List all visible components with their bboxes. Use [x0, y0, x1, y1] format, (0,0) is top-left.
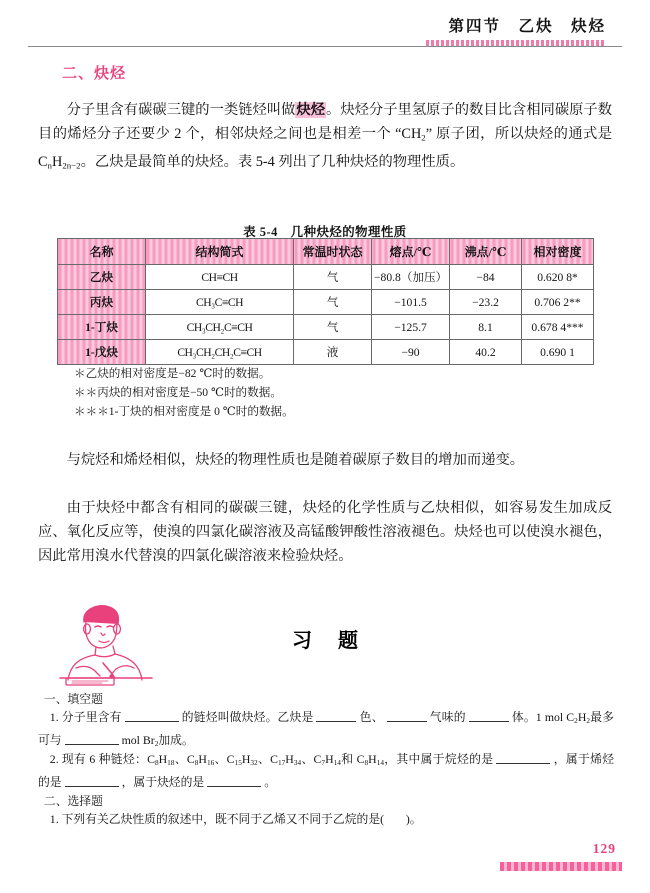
q2-part-a: 2. 现有 6 种链烃：C: [49, 752, 155, 766]
para1-part-d: H: [51, 153, 63, 170]
q2-part-k: 和 C: [340, 752, 365, 766]
running-head-title: 第四节 乙炔 炔烃: [448, 18, 606, 35]
para1-sub-2: 2: [421, 132, 426, 143]
q2-part-h: H: [285, 752, 294, 766]
table-header-row: [58, 239, 594, 265]
table-row: [58, 290, 594, 315]
q2-part-e: 、C: [214, 752, 235, 766]
q1-part-d: 气味的: [429, 710, 466, 724]
q3-part-b: )。: [405, 812, 422, 826]
q1-part-h: mol Br: [121, 732, 155, 747]
cell-state: 液: [294, 340, 372, 365]
q2-part-f: H: [241, 752, 251, 766]
q2-sub: 7: [321, 758, 326, 768]
highlighted-term-alkyne: 炔烃: [296, 102, 326, 118]
section-heading: 二、炔烃: [62, 66, 127, 82]
footnote-3: ＊＊＊1-丁炔的相对密度是 0 ℃时的数据。: [74, 405, 294, 418]
q2-sub: 18: [167, 758, 175, 768]
cell-melting-point: −125.7: [372, 315, 450, 340]
page-footer-bar: [500, 862, 622, 871]
q2-part-b: H: [158, 752, 168, 766]
paragraph-physical-trend: 与烷烃和烯烃相似，炔烃的物理性质也是随着碳原子数目的增加而递变。: [66, 452, 525, 468]
q2-part-c: 、C: [174, 752, 195, 766]
answer-blank[interactable]: [125, 709, 179, 722]
exercises-title: 习题: [292, 630, 384, 652]
exercise-section-multiple-choice: 二、选择题: [43, 794, 103, 808]
q2-part-i: 、C: [301, 752, 322, 766]
q2-part-g: 、C: [257, 752, 278, 766]
paragraph-chemical-properties: 由于炔烃中都含有相同的碳碳三键，炔烃的化学性质与乙炔相似，如容易发生加成反应、氧化反应等，使溴的四氯化碳溶液及高锰酸钾酸性溶液褪色。炔烃也可以使溴水褪色，因此常用溴水代替溴的四氯化碳溶液来检验炔烃。: [38, 500, 612, 565]
q2-sub: 8: [364, 758, 369, 768]
table-row: [58, 265, 594, 290]
q1-sub-c2: 2: [574, 716, 578, 726]
para1-sub-n: n: [47, 160, 52, 171]
table-footnotes: [74, 364, 294, 421]
q1-part-e: 体。1 mol C: [511, 710, 575, 724]
answer-blank[interactable]: [207, 774, 261, 787]
q2-sub: 17: [277, 758, 286, 768]
col-header-density: 相对密度: [522, 239, 594, 265]
q2-sub: 15: [234, 758, 242, 768]
footnote-1: ＊乙炔的相对密度是−82 ℃时的数据。: [74, 367, 271, 380]
table-caption: 表 5-4 几种炔烃的物理性质: [243, 225, 407, 239]
answer-blank[interactable]: [316, 709, 356, 722]
cell-state: 气: [294, 265, 372, 290]
answer-blank[interactable]: [387, 709, 427, 722]
cell-formula: CH₃CH₂CH₂C≡CH: [146, 340, 294, 365]
cell-density: 0.678 4***: [522, 315, 594, 340]
q2-sub: 32: [250, 758, 258, 768]
q2-part-m: ，其中属于烷烃的是: [383, 752, 494, 766]
exercise-question-1: [38, 708, 614, 753]
q2-part-o: ，属于炔烃的是: [121, 774, 205, 789]
q3-part-a: 1. 下列有关乙炔性质的叙述中，既不同于乙烯又不同于乙烷的是(: [49, 812, 385, 826]
cell-boiling-point: −84: [450, 265, 522, 290]
q2-sub: 16: [206, 758, 215, 768]
col-header-boiling-point: 沸点/℃: [450, 239, 522, 265]
q1-part-g: 最多可与: [38, 710, 614, 747]
physical-properties-table: [57, 238, 594, 365]
q2-part-l: H: [368, 752, 377, 766]
cell-state: 气: [294, 290, 372, 315]
para1-part-e: 。乙炔是最简单的炔烃。表 5-4 列出了几种炔烃的物理性质。: [80, 153, 465, 170]
answer-blank[interactable]: [469, 709, 509, 722]
cell-melting-point: −90: [372, 340, 450, 365]
q1-sub-br2: 2: [154, 738, 159, 748]
para1-part-b: 。炔烃分子里氢原子的数目比含相同碳原子数目的烯烃分子还要少 2 个，相邻炔烃之间也是相差一个 “CH: [38, 102, 613, 143]
q1-part-i: 加成。: [158, 732, 194, 747]
answer-blank[interactable]: [496, 751, 550, 764]
cell-boiling-point: 40.2: [450, 340, 522, 365]
exercise-question-2: [38, 750, 614, 792]
cell-boiling-point: −23.2: [450, 290, 522, 315]
cell-boiling-point: 8.1: [450, 315, 522, 340]
cell-name: 1-戊炔: [58, 340, 146, 365]
para1-sub-2n2: 2n−2: [62, 160, 81, 171]
cell-density: 0.620 8*: [522, 265, 594, 290]
page-number: 129: [592, 841, 616, 856]
cell-name: 乙炔: [58, 265, 146, 290]
running-head: [0, 14, 650, 56]
cell-name: 丙炔: [58, 290, 146, 315]
col-header-melting-point: 熔点/℃: [372, 239, 450, 265]
answer-blank[interactable]: [65, 774, 119, 787]
q2-sub: 14: [333, 758, 341, 768]
footnote-2: ＊＊丙炔的相对密度是−50 ℃时的数据。: [74, 386, 282, 399]
exercise-section-fill-blanks: 一、填空题: [43, 692, 103, 706]
col-header-name: 名称: [58, 239, 146, 265]
cell-formula: CH₃CH₂C≡CH: [146, 315, 294, 340]
q1-part-b: 的链烃叫做炔烃。乙炔是: [181, 710, 314, 724]
q2-sub: 14: [376, 758, 384, 768]
cell-melting-point: −101.5: [372, 290, 450, 315]
exercise-question-3: [38, 810, 614, 830]
cell-formula: CH₃C≡CH: [146, 290, 294, 315]
table-row: [58, 340, 594, 365]
q1-part-a: 1. 分子里含有: [49, 710, 122, 724]
running-head-rule: [28, 46, 622, 47]
q2-sub: 34: [293, 758, 302, 768]
q1-part-f: H: [577, 710, 587, 724]
q2-part-n: ，属于烯烃的是: [38, 752, 614, 789]
q1-part-c: 色、: [359, 710, 384, 724]
col-header-state: 常温时状态: [294, 239, 372, 265]
answer-parenthesis[interactable]: [384, 812, 406, 826]
q2-part-d: H: [198, 752, 207, 766]
cell-formula: CH≡CH: [146, 265, 294, 290]
cell-melting-point: −80.8（加压）: [372, 265, 450, 290]
cell-name: 1-丁炔: [58, 315, 146, 340]
q2-part-p: 。: [264, 774, 277, 789]
cell-density: 0.706 2**: [522, 290, 594, 315]
table-row: [58, 315, 594, 340]
answer-blank[interactable]: [65, 732, 119, 745]
q2-sub: 8: [194, 758, 199, 768]
q2-part-j: H: [325, 752, 334, 766]
q1-sub-h2: 2: [586, 716, 591, 726]
para1-part-a: 分子里含有碳碳三键的一类链烃叫做: [66, 102, 296, 118]
paragraph-intro: [38, 98, 612, 178]
col-header-formula: 结构简式: [146, 239, 294, 265]
para1-part-c: ” 原子团，所以炔烃的通式是 C: [38, 126, 613, 170]
cell-state: 气: [294, 315, 372, 340]
q2-sub: 8: [154, 758, 159, 768]
cell-density: 0.690 1: [522, 340, 594, 365]
